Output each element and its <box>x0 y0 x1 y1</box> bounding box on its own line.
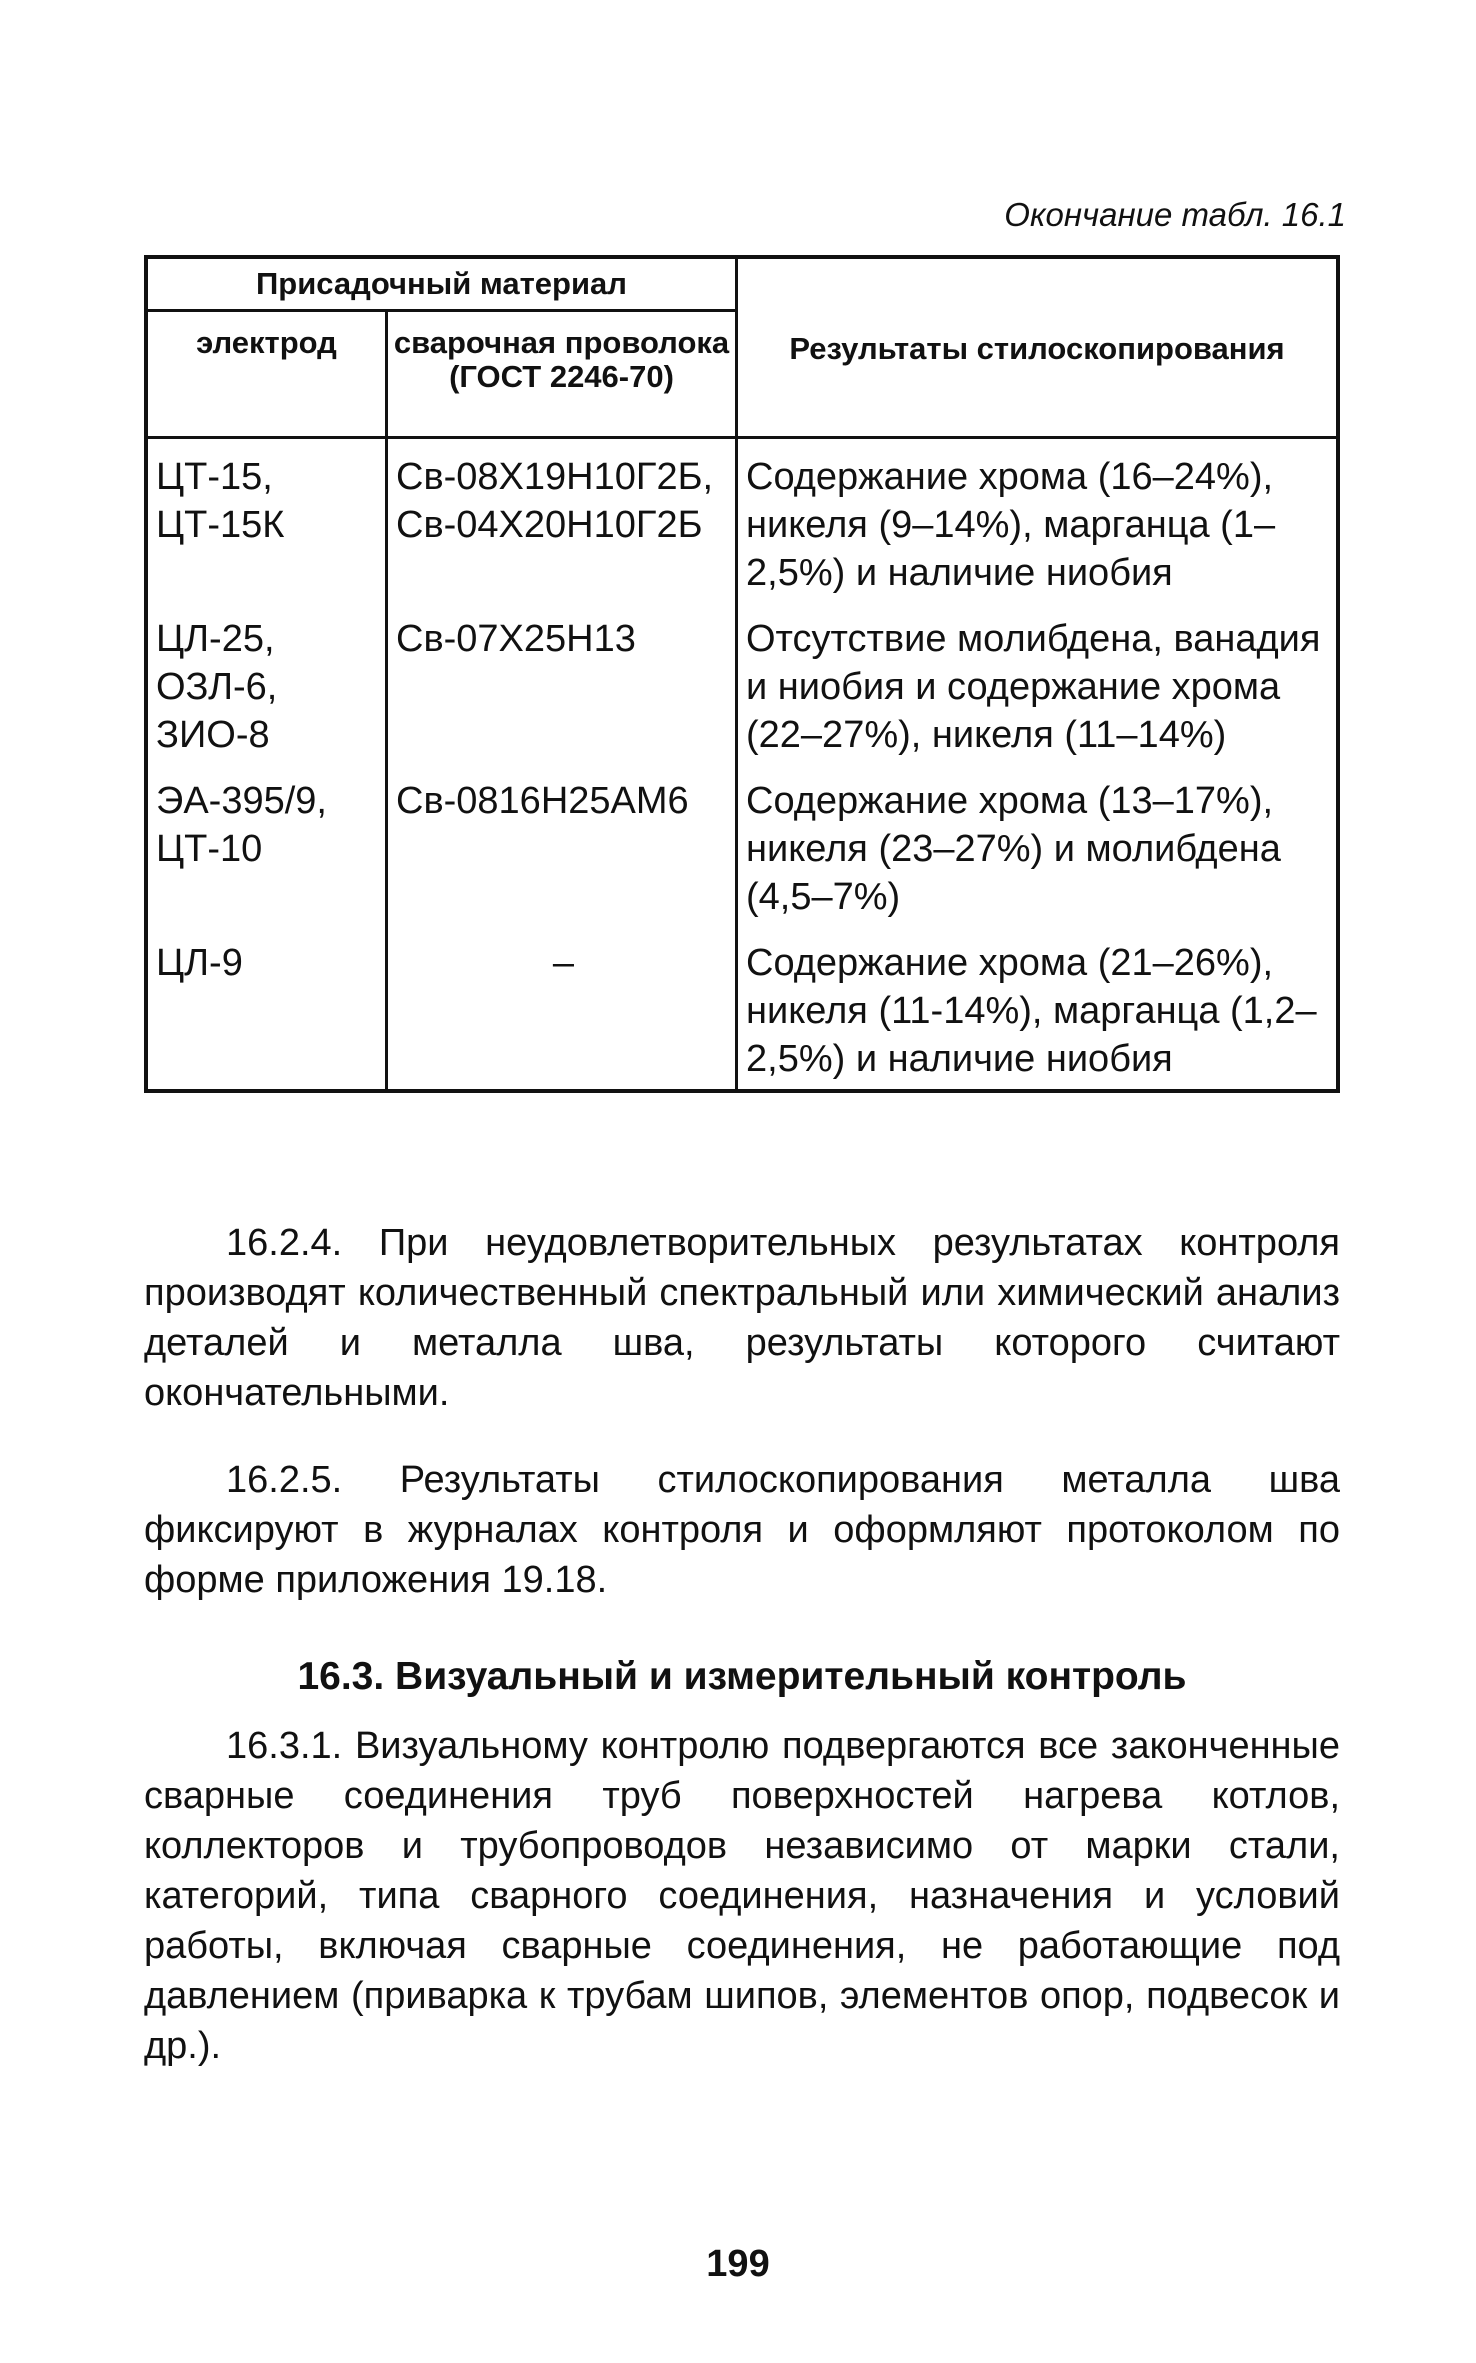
paragraph-16-3-1 <box>144 1721 1340 2071</box>
header-electrode: электрод <box>146 311 387 438</box>
section-heading: 16.3. Визуальный и измерительный контроль <box>297 1655 1187 1698</box>
paragraph-16-2-4 <box>144 1218 1340 1418</box>
paragraph-text: 16.2.5. Результаты стилоскопирования металла шва фиксируют в журналах контроля и оформляют протоколом по форме приложения 19.18. <box>144 1459 1340 1601</box>
cell-result: Содержание хрома (21–26%), никеля (11-14%), марганца (1,2–2,5%) и наличие ниобия <box>737 935 1339 1091</box>
cell-electrode: ЭА-395/9, ЦТ-10 <box>146 773 387 935</box>
table-caption: Окончание табл. 16.1 <box>1004 196 1346 233</box>
cell-result: Отсутствие молибдена, ванадия и ниобия и содержание хрома (22–27%), никеля (11–14%) <box>737 611 1339 773</box>
cell-electrode: ЦТ-15, ЦТ-15К <box>146 438 387 612</box>
cell-electrode: ЦЛ-25, ОЗЛ-6, ЗИО-8 <box>146 611 387 773</box>
cell-wire: Св-07Х25Н13 <box>387 611 737 773</box>
page-number: 199 <box>706 2243 770 2285</box>
header-welding-wire: сварочная проволока (ГОСТ 2246-70) <box>387 311 737 438</box>
table-row <box>146 773 1338 935</box>
header-filler-material: Присадочный материал <box>146 257 737 311</box>
cell-wire: Св-0816Н25АМ6 <box>387 773 737 935</box>
cell-wire: – <box>387 935 737 1091</box>
cell-electrode: ЦЛ-9 <box>146 935 387 1091</box>
paragraph-text: 16.2.4. При неудовлетворительных результатах контроля производят количественный спектральный или химический анализ деталей и металла шва, результаты которого считают окончательными. <box>144 1222 1340 1414</box>
cell-result: Содержание хрома (16–24%), никеля (9–14%), марганца (1–2,5%) и наличие ниобия <box>737 438 1339 612</box>
header-results: Результаты стилоскопирования <box>737 257 1339 438</box>
table-row <box>146 611 1338 773</box>
table-row <box>146 935 1338 1091</box>
paragraph-16-2-5 <box>144 1455 1340 1605</box>
filler-material-table <box>144 255 1340 1093</box>
cell-result: Содержание хрома (13–17%), никеля (23–27%) и молибдена (4,5–7%) <box>737 773 1339 935</box>
cell-wire: Св-08Х19Н10Г2Б, Св-04Х20Н10Г2Б <box>387 438 737 612</box>
table-row <box>146 438 1338 612</box>
paragraph-text: 16.3.1. Визуальному контролю подвергаются все законченные сварные соединения труб поверхностей нагрева котлов, коллекторов и трубопроводов независимо от марки стали, категорий, типа сварного соединения, назначения и условий работы, включая сварные соединения, не работающие под давлением (приварка к трубам шипов, элементов опор, подвесок и др.). <box>144 1725 1340 2067</box>
